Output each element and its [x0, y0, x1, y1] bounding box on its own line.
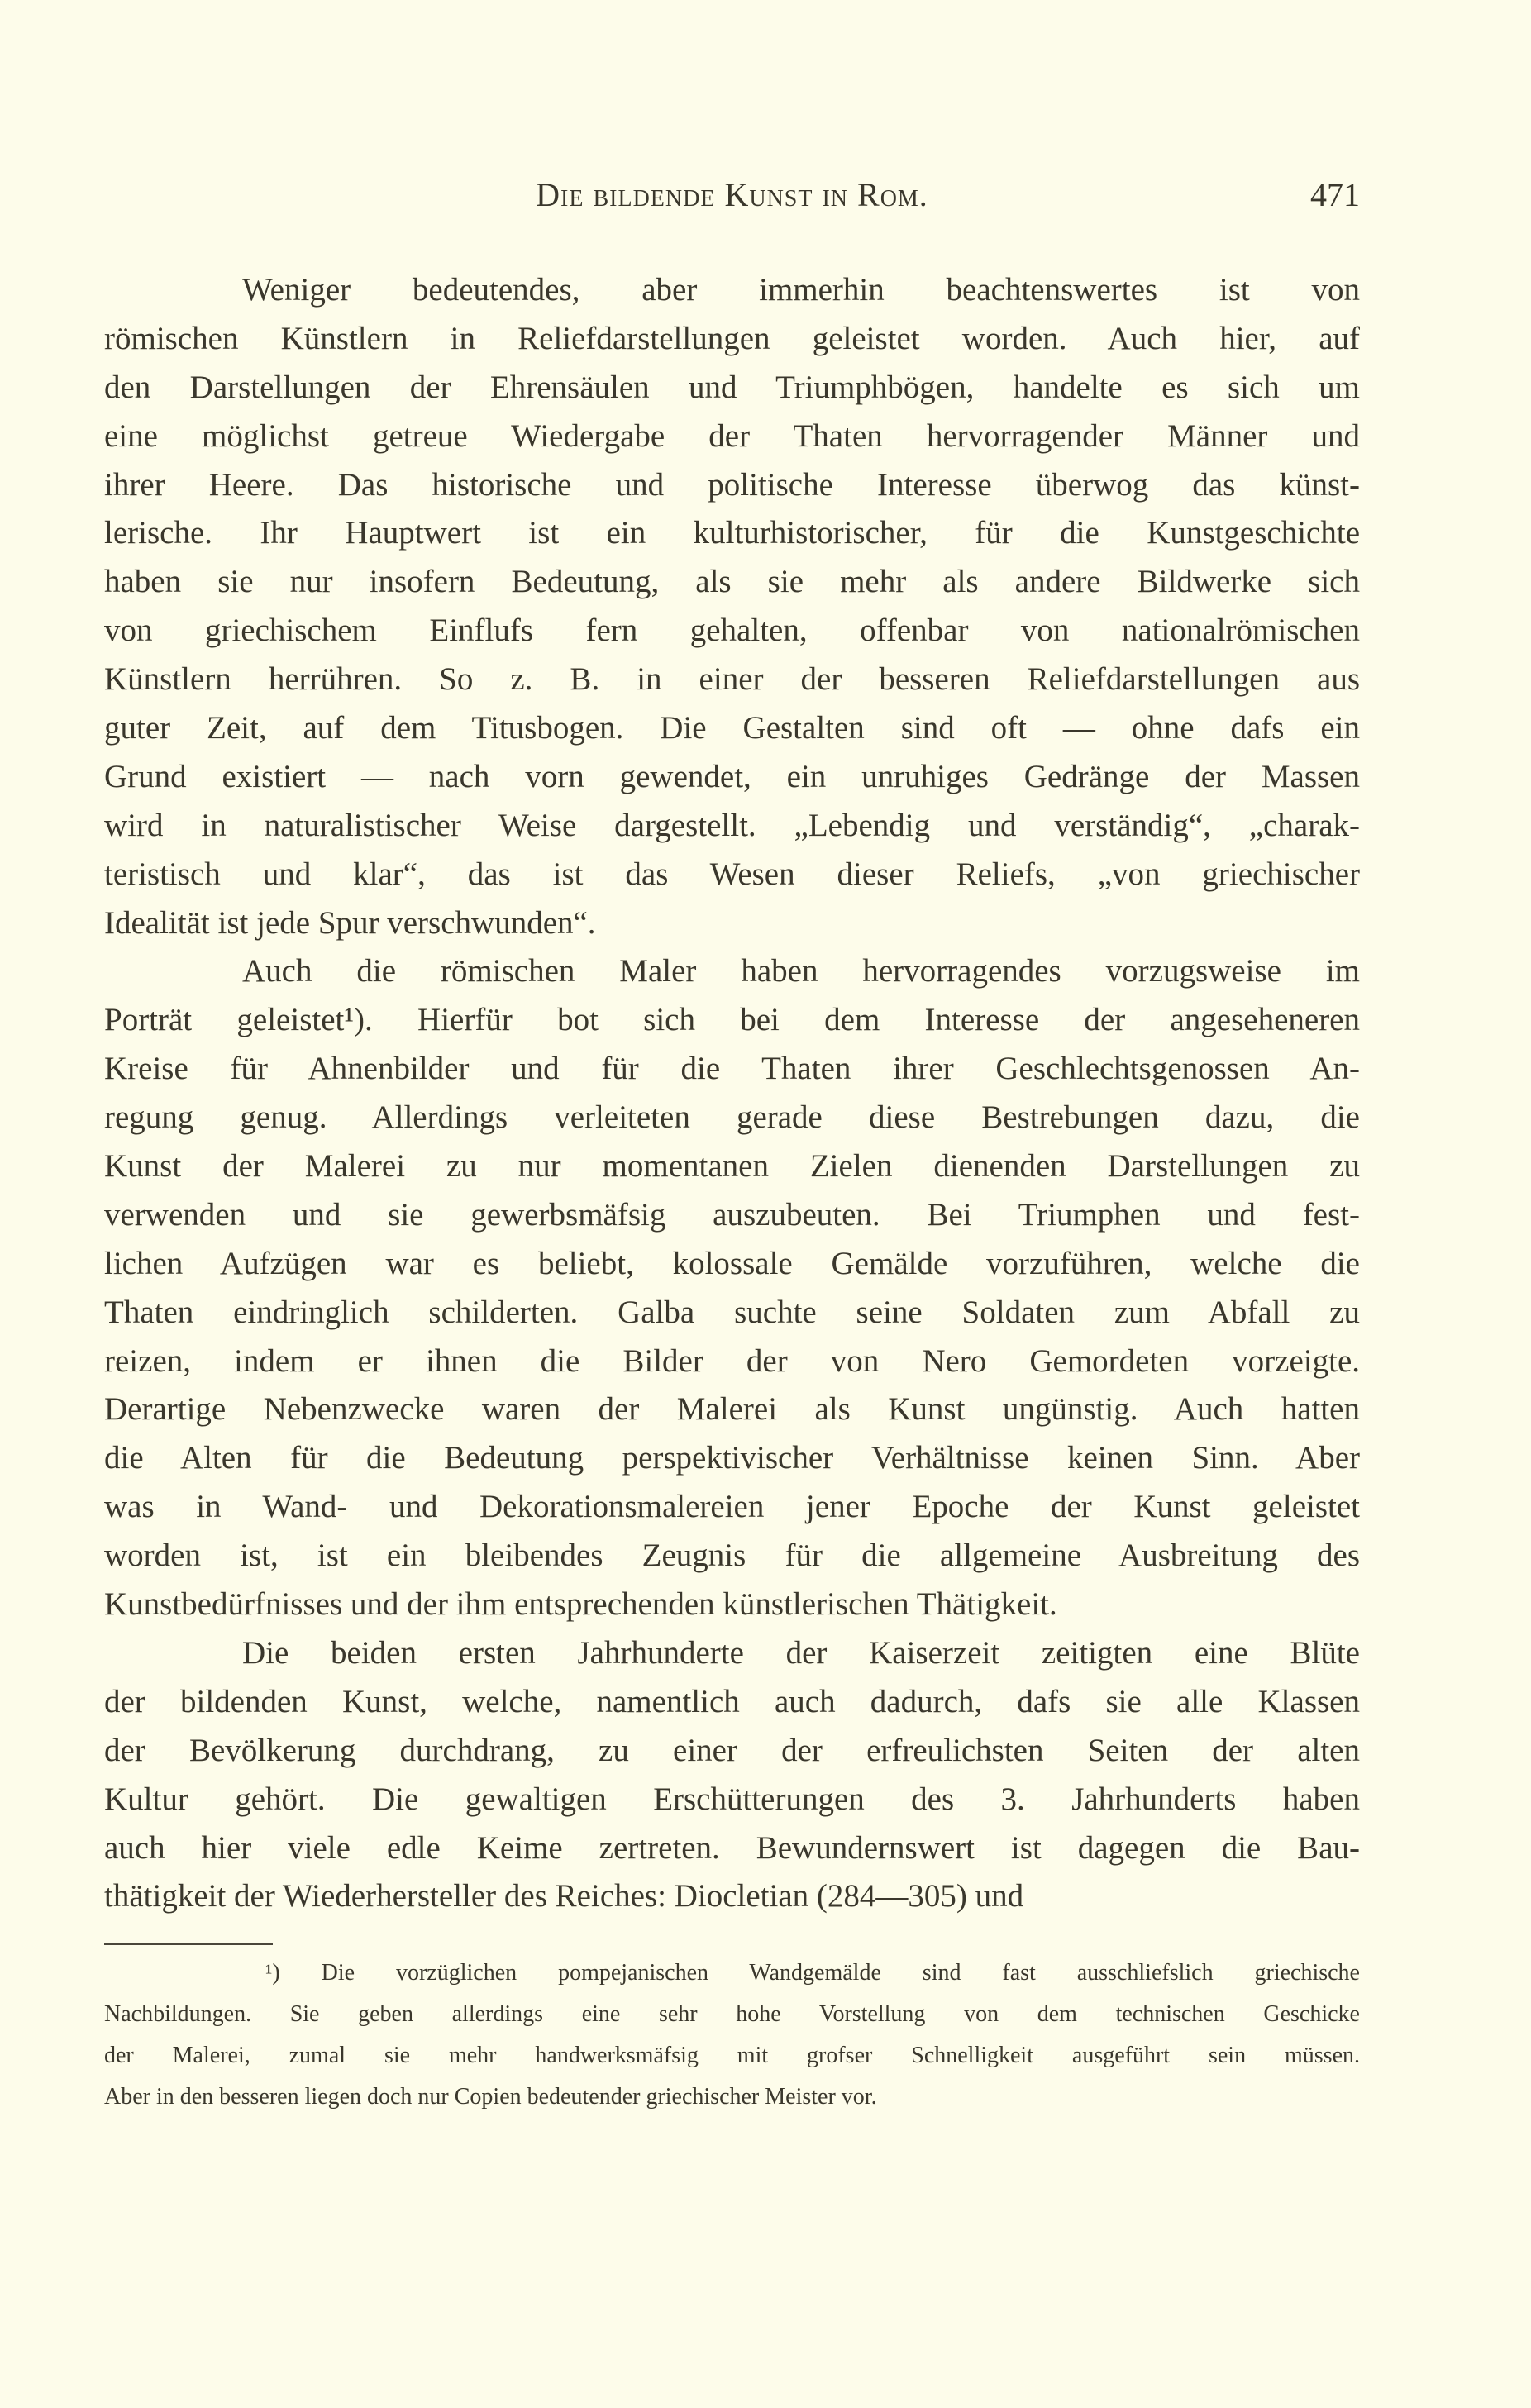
paragraph-line: thätigkeit der Wiederhersteller des Reiches: Diocletian (284—305) und	[104, 1878, 1024, 1914]
paragraph-line: auch hier viele edle Keime zertreten. Bewundernswert ist dagegen die Bau-	[104, 1829, 1360, 1866]
footnote-line: ¹) Die vorzüglichen pompejanischen Wandgemälde sind fast ausschliefslich griechische	[265, 1960, 1360, 1986]
paragraph-line: den Darstellungen der Ehrensäulen und Triumphbögen, handelte es sich um	[104, 369, 1360, 405]
paragraph-line: Derartige Nebenzwecke waren der Malerei als Kunst ungünstig. Auch hatten	[104, 1391, 1360, 1428]
paragraph-line: von griechischem Einflufs fern gehalten, offenbar von nationalrömischen	[104, 613, 1360, 649]
running-header	[104, 175, 1360, 225]
footnotes	[104, 1953, 1360, 2118]
paragraph-line: Weniger bedeutendes, aber immerhin beachtenswertes ist von	[242, 272, 1360, 308]
paragraph-line: Kunst der Malerei zu nur momentanen Zielen dienenden Darstellungen zu	[104, 1148, 1360, 1185]
footnote-divider	[104, 1943, 273, 1945]
paragraph-line: die Alten für die Bedeutung perspektivischer Verhältnisse keinen Sinn. Aber	[104, 1440, 1360, 1476]
paragraph-line: Kunstbedürfnisses und der ihm entsprechenden künstlerischen Thätigkeit.	[104, 1586, 1057, 1623]
running-title: Die bildende Kunst in Rom.	[536, 176, 928, 213]
paragraph-line: Porträt geleistet¹). Hierfür bot sich bei dem Interesse der angeseheneren	[104, 1002, 1360, 1038]
paragraph-line: worden ist, ist ein bleibendes Zeugnis für die allgemeine Ausbreitung des	[104, 1538, 1360, 1574]
paragraph-line: teristisch und klar“, das ist das Wesen dieser Reliefs, „von griechischer	[104, 856, 1360, 892]
paragraph-line: haben sie nur insofern Bedeutung, als sie mehr als andere Bildwerke sich	[104, 564, 1360, 600]
paragraph-line: was in Wand- und Dekorationsmalereien jener Epoche der Kunst geleistet	[104, 1489, 1360, 1525]
paragraph-line: ihrer Heere. Das historische und politische Interesse überwog das künst-	[104, 466, 1360, 503]
footnote-line: Nachbildungen. Sie geben allerdings eine sehr hohe Vorstellung von dem technischen Geschicke	[104, 2001, 1360, 2027]
paragraph-line: guter Zeit, auf dem Titusbogen. Die Gestalten sind oft — ohne dafs ein	[104, 710, 1360, 746]
paragraph-line: Grund existiert — nach vorn gewendet, ein unruhiges Gedränge der Massen	[104, 758, 1360, 794]
paragraph-line: der Bevölkerung durchdrang, zu einer der erfreulichsten Seiten der alten	[104, 1732, 1360, 1768]
paragraph-line: römischen Künstlern in Reliefdarstellungen geleistet worden. Auch hier, auf	[104, 320, 1360, 356]
paragraph-line: reizen, indem er ihnen die Bilder der von Nero Gemordeten vorzeigte.	[104, 1342, 1360, 1379]
paragraph-line: der bildenden Kunst, welche, namentlich auch dadurch, dafs sie alle Klassen	[104, 1683, 1360, 1719]
paragraph-line: verwenden und sie gewerbsmäfsig auszubeuten. Bei Triumphen und fest-	[104, 1196, 1360, 1233]
paragraph-line: Thaten eindringlich schilderten. Galba suchte seine Soldaten zum Abfall zu	[104, 1294, 1360, 1330]
footnote-line: der Malerei, zumal sie mehr handwerksmäfsig mit grofser Schnelligkeit ausgeführt sein müssen.	[104, 2043, 1360, 2068]
footnote-line: Aber in den besseren liegen doch nur Copien bedeutender griechischer Meister vor.	[104, 2084, 877, 2110]
paragraph-line: eine möglichst getreue Wiedergabe der Thaten hervorragender Männer und	[104, 417, 1360, 454]
body-text	[104, 266, 1360, 1921]
paragraph-line: Künstlern herrühren. So z. B. in einer der besseren Reliefdarstellungen aus	[104, 661, 1360, 698]
paragraph-line: lichen Aufzügen war es beliebt, kolossale Gemälde vorzuführen, welche die	[104, 1245, 1360, 1281]
paragraph-line: Kultur gehört. Die gewaltigen Erschütterungen des 3. Jahrhunderts haben	[104, 1781, 1360, 1817]
paragraph-line: Idealität ist jede Spur verschwunden“.	[104, 904, 596, 941]
paragraph-line: Die beiden ersten Jahrhunderte der Kaiserzeit zeitigten eine Blüte	[242, 1634, 1360, 1671]
paragraph-line: wird in naturalistischer Weise dargestellt. „Lebendig und verständig“, „charak-	[104, 807, 1360, 843]
paragraph-line: lerische. Ihr Hauptwert ist ein kulturhistorischer, für die Kunstgeschichte	[104, 515, 1360, 551]
paragraph-line: regung genug. Allerdings verleiteten gerade diese Bestrebungen dazu, die	[104, 1099, 1360, 1136]
page-number: 471	[1310, 176, 1360, 213]
paragraph-line: Kreise für Ahnenbilder und für die Thaten ihrer Geschlechtsgenossen An-	[104, 1051, 1360, 1087]
paragraph-line: Auch die römischen Maler haben hervorragendes vorzugsweise im	[242, 953, 1360, 989]
